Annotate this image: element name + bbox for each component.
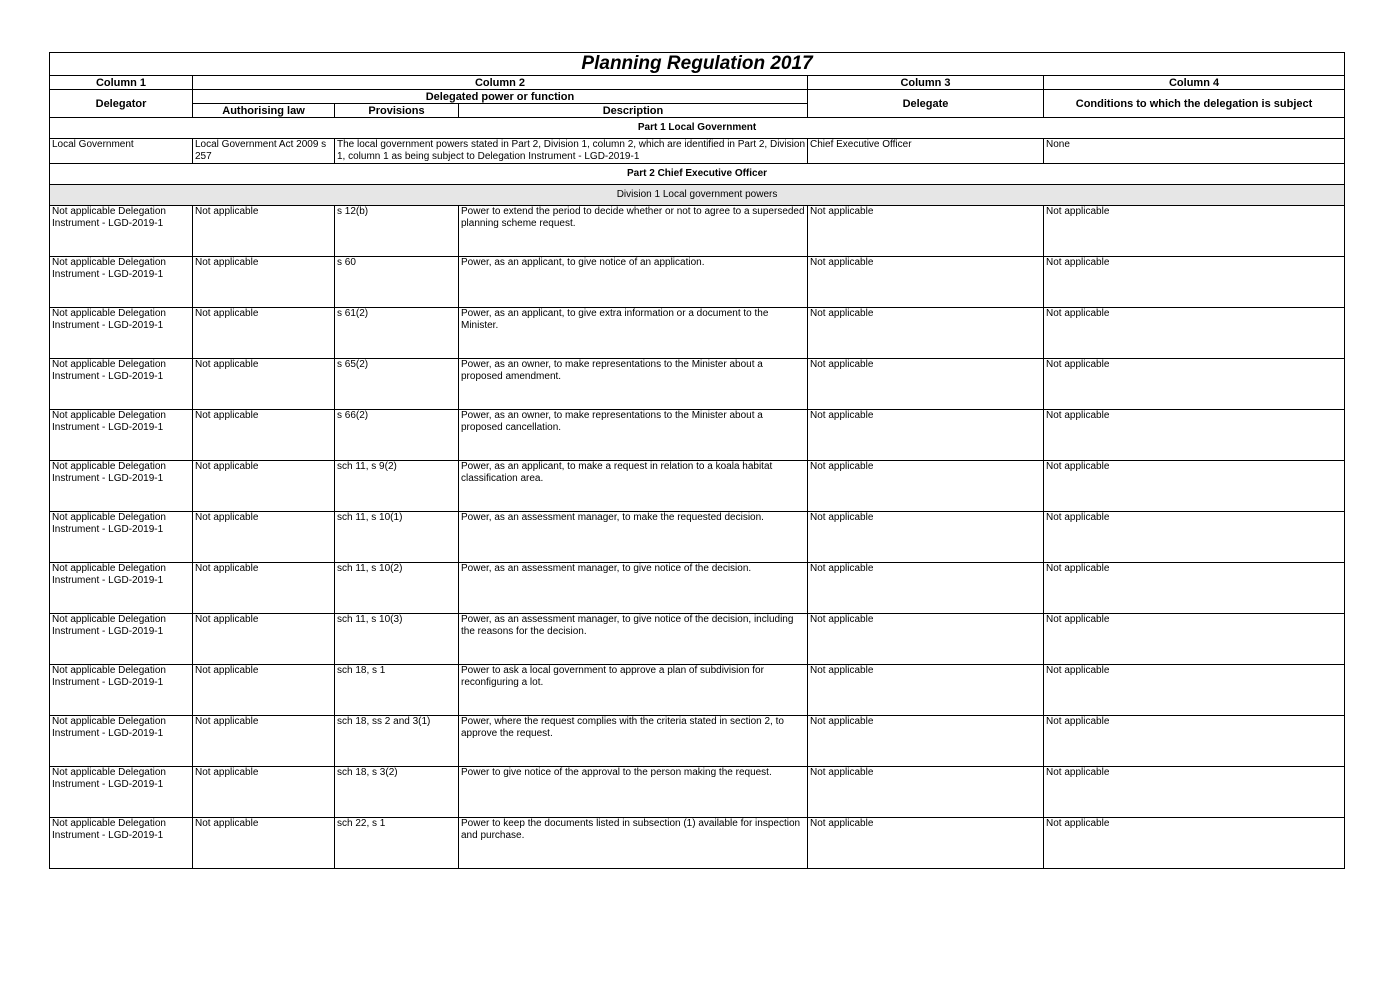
table-row xyxy=(50,716,1345,767)
delegator-cell: Not applicable Delegation Instrument - LGD-2019-1 xyxy=(50,767,193,818)
authorising-law-cell: Not applicable xyxy=(193,308,335,359)
table-row xyxy=(50,461,1345,512)
delegate-cell: Not applicable xyxy=(808,818,1044,869)
authorising-law-cell: Not applicable xyxy=(193,410,335,461)
part1-delegator: Local Government xyxy=(50,139,193,164)
part1-authorising-law: Local Government Act 2009 s 257 xyxy=(193,139,335,164)
provisions-cell: s 66(2) xyxy=(335,410,459,461)
provisions-cell: s 61(2) xyxy=(335,308,459,359)
part1-row xyxy=(50,139,1345,164)
authorising-law-cell: Not applicable xyxy=(193,767,335,818)
delegator-cell: Not applicable Delegation Instrument - LGD-2019-1 xyxy=(50,818,193,869)
conditions-cell: Not applicable xyxy=(1044,461,1345,512)
table-row xyxy=(50,665,1345,716)
delegated-power-header: Delegated power or function xyxy=(193,90,808,104)
delegate-cell: Not applicable xyxy=(808,461,1044,512)
column1-header: Column 1 xyxy=(50,76,193,90)
provisions-header: Provisions xyxy=(335,104,459,118)
delegator-cell: Not applicable Delegation Instrument - LGD-2019-1 xyxy=(50,308,193,359)
authorising-law-cell: Not applicable xyxy=(193,461,335,512)
conditions-cell: Not applicable xyxy=(1044,716,1345,767)
description-cell: Power to give notice of the approval to the person making the request. xyxy=(459,767,808,818)
provisions-cell: sch 11, s 9(2) xyxy=(335,461,459,512)
conditions-header: Conditions to which the delegation is subject xyxy=(1044,90,1345,118)
authorising-law-cell: Not applicable xyxy=(193,257,335,308)
delegate-cell: Not applicable xyxy=(808,308,1044,359)
delegator-header: Delegator xyxy=(50,90,193,118)
delegate-cell: Not applicable xyxy=(808,614,1044,665)
provisions-cell: s 12(b) xyxy=(335,206,459,257)
conditions-cell: Not applicable xyxy=(1044,614,1345,665)
delegate-cell: Not applicable xyxy=(808,359,1044,410)
document-title: Planning Regulation 2017 xyxy=(50,53,1345,76)
table-row xyxy=(50,563,1345,614)
authorising-law-cell: Not applicable xyxy=(193,563,335,614)
table-row xyxy=(50,818,1345,869)
authorising-law-cell: Not applicable xyxy=(193,206,335,257)
provisions-cell: sch 11, s 10(2) xyxy=(335,563,459,614)
conditions-cell: Not applicable xyxy=(1044,308,1345,359)
authorising-law-cell: Not applicable xyxy=(193,359,335,410)
delegation-register-table xyxy=(49,52,1345,869)
provisions-cell: s 65(2) xyxy=(335,359,459,410)
division1-heading: Division 1 Local government powers xyxy=(50,185,1345,206)
delegator-cell: Not applicable Delegation Instrument - LGD-2019-1 xyxy=(50,716,193,767)
table-row xyxy=(50,206,1345,257)
table-row xyxy=(50,614,1345,665)
delegate-cell: Not applicable xyxy=(808,665,1044,716)
description-cell: Power to ask a local government to approve a plan of subdivision for reconfiguring a lot. xyxy=(459,665,808,716)
delegator-cell: Not applicable Delegation Instrument - LGD-2019-1 xyxy=(50,206,193,257)
description-cell: Power, as an owner, to make representations to the Minister about a proposed cancellation. xyxy=(459,410,808,461)
conditions-cell: Not applicable xyxy=(1044,665,1345,716)
part1-conditions: None xyxy=(1044,139,1345,164)
table-row xyxy=(50,767,1345,818)
conditions-cell: Not applicable xyxy=(1044,563,1345,614)
table-row xyxy=(50,359,1345,410)
delegator-cell: Not applicable Delegation Instrument - LGD-2019-1 xyxy=(50,410,193,461)
provisions-cell: sch 18, s 1 xyxy=(335,665,459,716)
delegate-cell: Not applicable xyxy=(808,410,1044,461)
delegate-cell: Not applicable xyxy=(808,767,1044,818)
authorising-law-header: Authorising law xyxy=(193,104,335,118)
column2-header: Column 2 xyxy=(193,76,808,90)
table-row xyxy=(50,512,1345,563)
description-cell: Power, as an applicant, to give notice of an application. xyxy=(459,257,808,308)
provisions-cell: sch 18, ss 2 and 3(1) xyxy=(335,716,459,767)
conditions-cell: Not applicable xyxy=(1044,818,1345,869)
description-cell: Power, as an assessment manager, to give notice of the decision. xyxy=(459,563,808,614)
authorising-law-cell: Not applicable xyxy=(193,614,335,665)
table-row xyxy=(50,257,1345,308)
column3-header: Column 3 xyxy=(808,76,1044,90)
conditions-cell: Not applicable xyxy=(1044,206,1345,257)
provisions-cell: sch 11, s 10(1) xyxy=(335,512,459,563)
description-cell: Power, where the request complies with the criteria stated in section 2, to approve the request. xyxy=(459,716,808,767)
table-row xyxy=(50,410,1345,461)
conditions-cell: Not applicable xyxy=(1044,410,1345,461)
delegator-cell: Not applicable Delegation Instrument - LGD-2019-1 xyxy=(50,563,193,614)
delegate-cell: Not applicable xyxy=(808,257,1044,308)
conditions-cell: Not applicable xyxy=(1044,512,1345,563)
part1-heading: Part 1 Local Government xyxy=(50,118,1345,139)
description-cell: Power to keep the documents listed in subsection (1) available for inspection and purchase. xyxy=(459,818,808,869)
authorising-law-cell: Not applicable xyxy=(193,665,335,716)
authorising-law-cell: Not applicable xyxy=(193,512,335,563)
part1-description: The local government powers stated in Part 2, Division 1, column 2, which are identified in Part 2, Division 1, column 1 as being subject to Delegation Instrument - LGD-2019-1 xyxy=(335,139,808,164)
description-header: Description xyxy=(459,104,808,118)
delegate-cell: Not applicable xyxy=(808,716,1044,767)
description-cell: Power, as an applicant, to make a request in relation to a koala habitat classification area. xyxy=(459,461,808,512)
description-cell: Power to extend the period to decide whether or not to agree to a superseded planning scheme request. xyxy=(459,206,808,257)
delegator-cell: Not applicable Delegation Instrument - LGD-2019-1 xyxy=(50,665,193,716)
delegator-cell: Not applicable Delegation Instrument - LGD-2019-1 xyxy=(50,257,193,308)
description-cell: Power, as an owner, to make representations to the Minister about a proposed amendment. xyxy=(459,359,808,410)
delegator-cell: Not applicable Delegation Instrument - LGD-2019-1 xyxy=(50,614,193,665)
part1-delegate: Chief Executive Officer xyxy=(808,139,1044,164)
delegator-cell: Not applicable Delegation Instrument - LGD-2019-1 xyxy=(50,512,193,563)
provisions-cell: s 60 xyxy=(335,257,459,308)
authorising-law-cell: Not applicable xyxy=(193,818,335,869)
description-cell: Power, as an assessment manager, to make the requested decision. xyxy=(459,512,808,563)
description-cell: Power, as an applicant, to give extra information or a document to the Minister. xyxy=(459,308,808,359)
delegate-cell: Not applicable xyxy=(808,563,1044,614)
authorising-law-cell: Not applicable xyxy=(193,716,335,767)
delegate-cell: Not applicable xyxy=(808,206,1044,257)
conditions-cell: Not applicable xyxy=(1044,359,1345,410)
column4-header: Column 4 xyxy=(1044,76,1345,90)
delegator-cell: Not applicable Delegation Instrument - LGD-2019-1 xyxy=(50,359,193,410)
conditions-cell: Not applicable xyxy=(1044,767,1345,818)
part2-heading: Part 2 Chief Executive Officer xyxy=(50,164,1345,185)
delegate-header: Delegate xyxy=(808,90,1044,118)
delegator-cell: Not applicable Delegation Instrument - LGD-2019-1 xyxy=(50,461,193,512)
provisions-cell: sch 11, s 10(3) xyxy=(335,614,459,665)
table-row xyxy=(50,308,1345,359)
provisions-cell: sch 18, s 3(2) xyxy=(335,767,459,818)
conditions-cell: Not applicable xyxy=(1044,257,1345,308)
provisions-cell: sch 22, s 1 xyxy=(335,818,459,869)
delegate-cell: Not applicable xyxy=(808,512,1044,563)
description-cell: Power, as an assessment manager, to give notice of the decision, including the reasons for the decision. xyxy=(459,614,808,665)
